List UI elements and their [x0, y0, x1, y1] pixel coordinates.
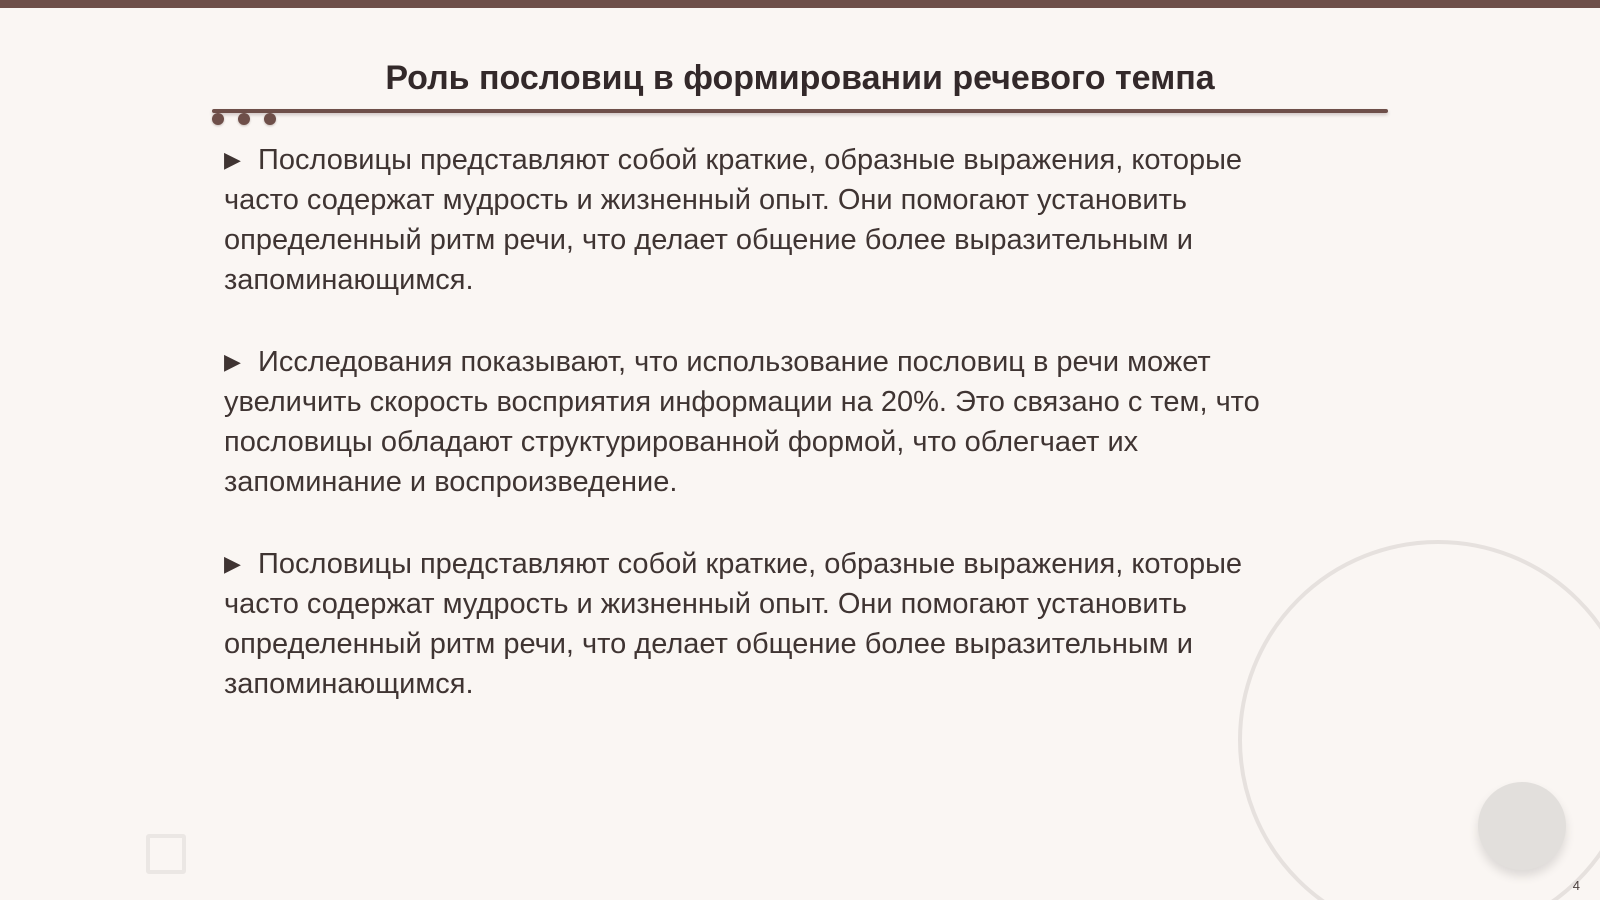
top-accent-bar	[0, 0, 1600, 8]
decorative-square	[146, 834, 186, 874]
slide-body	[224, 140, 1304, 746]
decorative-dot	[212, 113, 224, 125]
slide-title: Роль пословиц в формировании речевого темпа	[385, 59, 1215, 97]
decorative-disc	[1478, 782, 1566, 870]
title-underline	[212, 109, 1388, 113]
bullet-paragraph	[224, 140, 1304, 300]
bullet-paragraph	[224, 544, 1304, 704]
paragraph-text: Пословицы представляют собой краткие, образные выражения, которые часто содержат мудрость и жизненный опыт. Они помогают установить определенный ритм речи, что делает общение более выразительным и запоминающимся.	[224, 144, 1243, 296]
triangle-right-icon: ▶	[224, 349, 241, 374]
decorative-dot	[238, 113, 250, 125]
paragraph-text: Исследования показывают, что использование пословиц в речи может увеличить скорость восприятия информации на 20%. Это связано с тем, что пословицы обладают структурированной формой, что облегчает их запоминание и воспроизведение.	[224, 346, 1260, 498]
bullet-paragraph	[224, 342, 1304, 502]
triangle-right-icon: ▶	[224, 147, 241, 172]
paragraph-text: Пословицы представляют собой краткие, образные выражения, которые часто содержат мудрость и жизненный опыт. Они помогают установить определенный ритм речи, что делает общение более выразительным и запоминающимся.	[224, 548, 1243, 700]
page-number: 4	[1572, 878, 1580, 893]
decorative-dot	[264, 113, 276, 125]
triangle-right-icon: ▶	[224, 551, 241, 576]
